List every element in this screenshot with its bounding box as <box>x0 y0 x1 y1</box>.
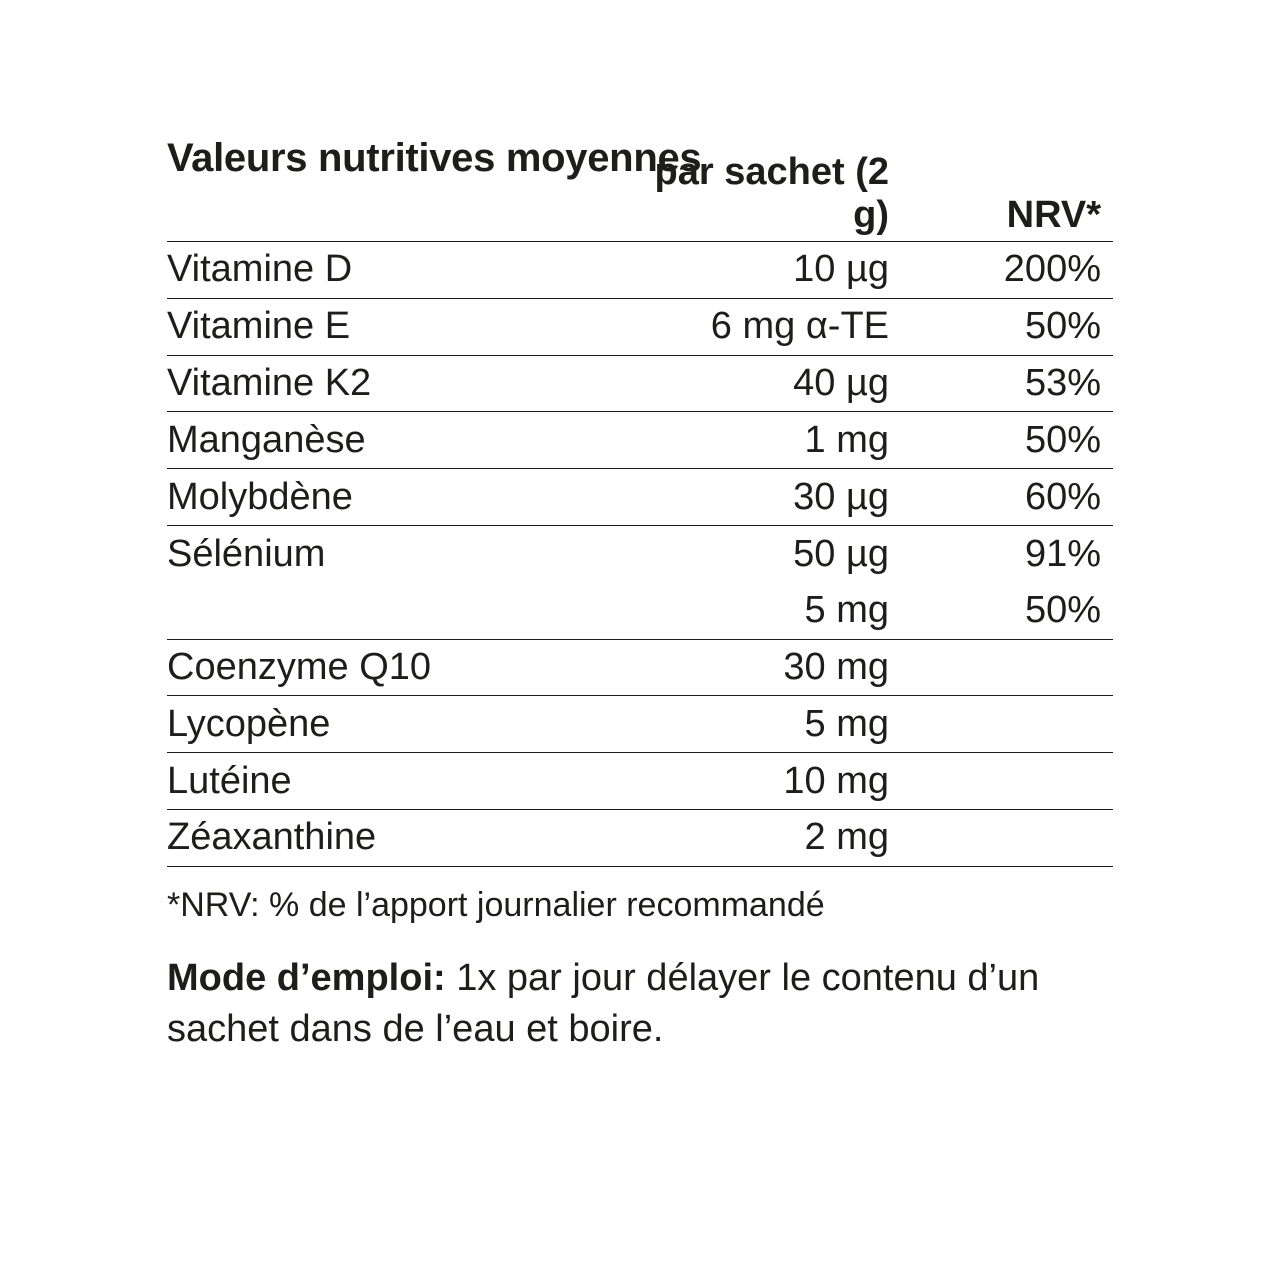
row-name: Lycopène <box>167 702 331 745</box>
row-amount: 10 µg <box>793 248 889 291</box>
header-nrv: NRV* <box>1006 194 1101 236</box>
row-name: Molybdène <box>167 475 353 518</box>
row-name: Vitamine E <box>167 305 351 348</box>
row-amount: 30 mg <box>783 645 889 688</box>
header-amount: par sachet (2 g) <box>654 151 889 236</box>
row-name: Lutéine <box>167 759 292 802</box>
table-body <box>167 242 1113 867</box>
table-row <box>167 583 1113 640</box>
row-nrv: 50% <box>1024 589 1101 632</box>
table-row <box>167 526 1113 583</box>
table-row <box>167 242 1113 299</box>
usage-instructions <box>167 953 1113 1055</box>
row-name: Vitamine K2 <box>167 361 372 404</box>
table-row <box>167 412 1113 469</box>
row-name: Zéaxanthine <box>167 816 377 859</box>
usage-text: 1x par jour délayer le contenu d’un sachet dans de l’eau et boire. <box>167 956 1040 1050</box>
row-amount: 6 mg α-TE <box>710 305 889 348</box>
row-name: Manganèse <box>167 418 366 461</box>
row-amount: 5 mg <box>804 702 889 745</box>
table-row <box>167 299 1113 356</box>
row-nrv: 200% <box>1003 248 1101 291</box>
row-amount: 50 µg <box>793 532 889 575</box>
row-nrv: 53% <box>1024 361 1101 404</box>
row-amount: 10 mg <box>783 759 889 802</box>
page-title: Valeurs nutritives moyennes <box>167 136 702 180</box>
row-name: Vitamine D <box>167 248 353 291</box>
usage-label: Mode d’emploi: <box>167 956 446 999</box>
row-amount: 1 mg <box>804 418 889 461</box>
table-row <box>167 469 1113 526</box>
footnote: *NRV: % de l’apport journalier recommandé <box>167 885 825 924</box>
table-row <box>167 696 1113 753</box>
row-nrv: 50% <box>1024 418 1101 461</box>
row-amount: 30 µg <box>793 475 889 518</box>
row-amount: 40 µg <box>793 361 889 404</box>
row-nrv: 60% <box>1024 475 1101 518</box>
table-row <box>167 753 1113 810</box>
row-name: Coenzyme Q10 <box>167 645 432 688</box>
row-amount: 5 mg <box>804 589 889 632</box>
row-nrv: 50% <box>1024 305 1101 348</box>
row-nrv: 91% <box>1024 532 1101 575</box>
row-amount: 2 mg <box>804 816 889 859</box>
nutrition-panel <box>167 132 1113 1055</box>
table-row <box>167 356 1113 413</box>
table-row <box>167 640 1113 697</box>
row-name: Sélénium <box>167 532 326 575</box>
table-row <box>167 810 1113 867</box>
